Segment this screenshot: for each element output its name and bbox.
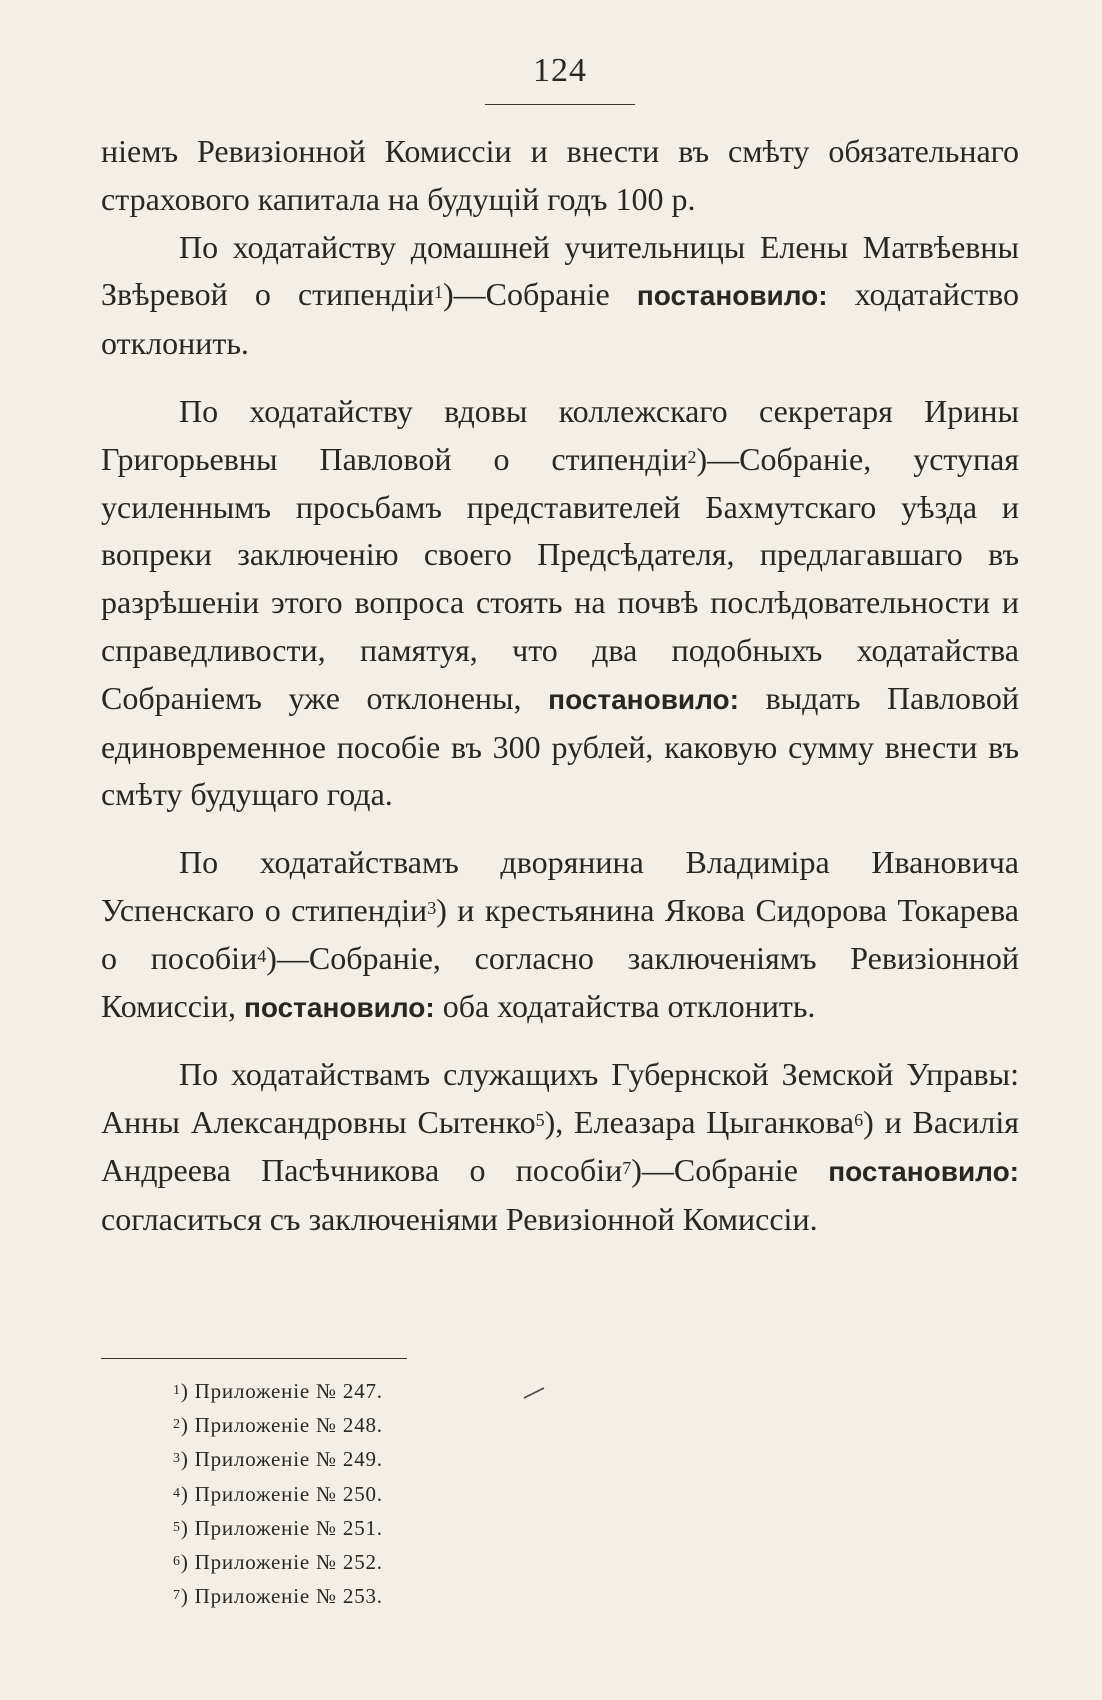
paragraph	[101, 388, 1019, 819]
footnote-item	[173, 1579, 673, 1613]
footnotes	[173, 1374, 673, 1613]
pen-check-mark	[523, 1386, 545, 1400]
footnote-text: ) Приложеніе № 247.	[180, 1379, 383, 1403]
resolution-keyword: постановило:	[548, 683, 739, 715]
resolution-keyword: постановило:	[636, 280, 828, 312]
footnote-ref: 4	[257, 945, 267, 966]
footnote-mark: 1	[173, 1383, 181, 1398]
resolution-keyword: постановило:	[828, 1155, 1020, 1187]
footnote-ref: 5	[535, 1110, 545, 1131]
paragraph-text: выдать Павловой единовременное пособіе въ 300 рублей, каковую сумму внести въ смѣту будущаго года.	[101, 679, 1020, 813]
paragraph	[101, 224, 1019, 368]
footnote-ref: 2	[687, 446, 697, 467]
paragraph-text: ) и крестьянина Якова Сидорова Токарева о пособіи	[101, 891, 1020, 976]
paragraph	[101, 1051, 1019, 1243]
paragraph-text: По ходатайствамъ служащихъ Губернской Земской Управы: Анны Александровны Сытенко	[101, 1056, 1019, 1141]
body-text	[101, 128, 1019, 1264]
footnote-ref: 1	[434, 282, 443, 303]
footnote-item	[173, 1408, 673, 1442]
paragraph-text: По ходатайствамъ дворянина Владиміра Ивановича Успенскаго о стипендіи	[101, 844, 1019, 928]
footnote-text: ) Приложеніе № 252.	[180, 1550, 383, 1575]
footnote-mark: 7	[173, 1588, 181, 1604]
paragraph-text: ) и Василія Андреева Пасѣчникова о пособіи	[101, 1104, 1019, 1188]
footnote-ref: 3	[427, 897, 437, 918]
footnote-item	[173, 1477, 673, 1511]
paragraph	[101, 839, 1019, 1031]
footnote-divider	[101, 1358, 407, 1359]
footnote-mark: 5	[173, 1519, 181, 1535]
paragraph-text: ніемъ Ревизіонной Комиссіи и внести въ смѣту обязательнаго страхового капитала на будущій годъ 100 р.	[101, 133, 1019, 217]
footnote-ref: 6	[854, 1110, 864, 1131]
paragraph-text: ), Елеазара Цыганкова	[544, 1104, 855, 1141]
paragraph-text: оба ходатайства отклонить.	[434, 987, 816, 1024]
paragraph-text: ходатайство отклонить.	[101, 276, 1020, 362]
footnote-text: ) Приложеніе № 250.	[180, 1481, 383, 1506]
paragraph-text: По ходатайству домашней учительницы Елены Матвѣевны Звѣревой о стипендіи	[101, 228, 1019, 313]
footnote-mark: 3	[173, 1451, 181, 1467]
footnote-item	[173, 1545, 673, 1579]
resolution-keyword: постановило:	[243, 991, 435, 1023]
footnote-item	[173, 1511, 673, 1545]
footnote-text: ) Приложеніе № 251.	[180, 1515, 383, 1540]
footnote-mark: 2	[173, 1417, 181, 1433]
footnote-item	[173, 1442, 673, 1476]
footnote-item	[173, 1374, 673, 1408]
footnote-text: ) Приложеніе № 248.	[180, 1413, 383, 1438]
footnote-text: ) Приложеніе № 249.	[180, 1447, 383, 1472]
footnote-text: ) Приложеніе № 253.	[180, 1584, 383, 1609]
footnote-mark: 6	[173, 1554, 181, 1570]
paragraph-text: )—Собраніе	[631, 1151, 829, 1188]
footnote-ref: 7	[622, 1157, 632, 1178]
paragraph-text: )—Собраніе, согласно заключеніямъ Ревизіонной Комиссіи,	[101, 939, 1020, 1024]
paragraph-text: По ходатайству вдовы коллежскаго секретаря Ирины Григорьевны Павловой о стипендіи	[101, 392, 1019, 477]
footnote-mark: 4	[173, 1485, 181, 1501]
paragraph	[101, 128, 1019, 224]
page-number: 124	[485, 52, 635, 105]
paragraph-text: )—Собраніе	[443, 276, 637, 313]
paragraph-text: )—Собраніе, уступая усиленнымъ просьбамъ представителей Бахмутскаго уѣзда и вопреки заключенію своего Предсѣдателя, предлагавшаго въ разрѣшеніи этого вопроса стоять на почвѣ послѣдовательности и справедливости, памятуя, что два подобныхъ ходатайства Собраніемъ уже отклонены,	[101, 440, 1020, 716]
paragraph-text: согласиться съ заключеніями Ревизіонной Комиссіи.	[101, 1200, 818, 1237]
